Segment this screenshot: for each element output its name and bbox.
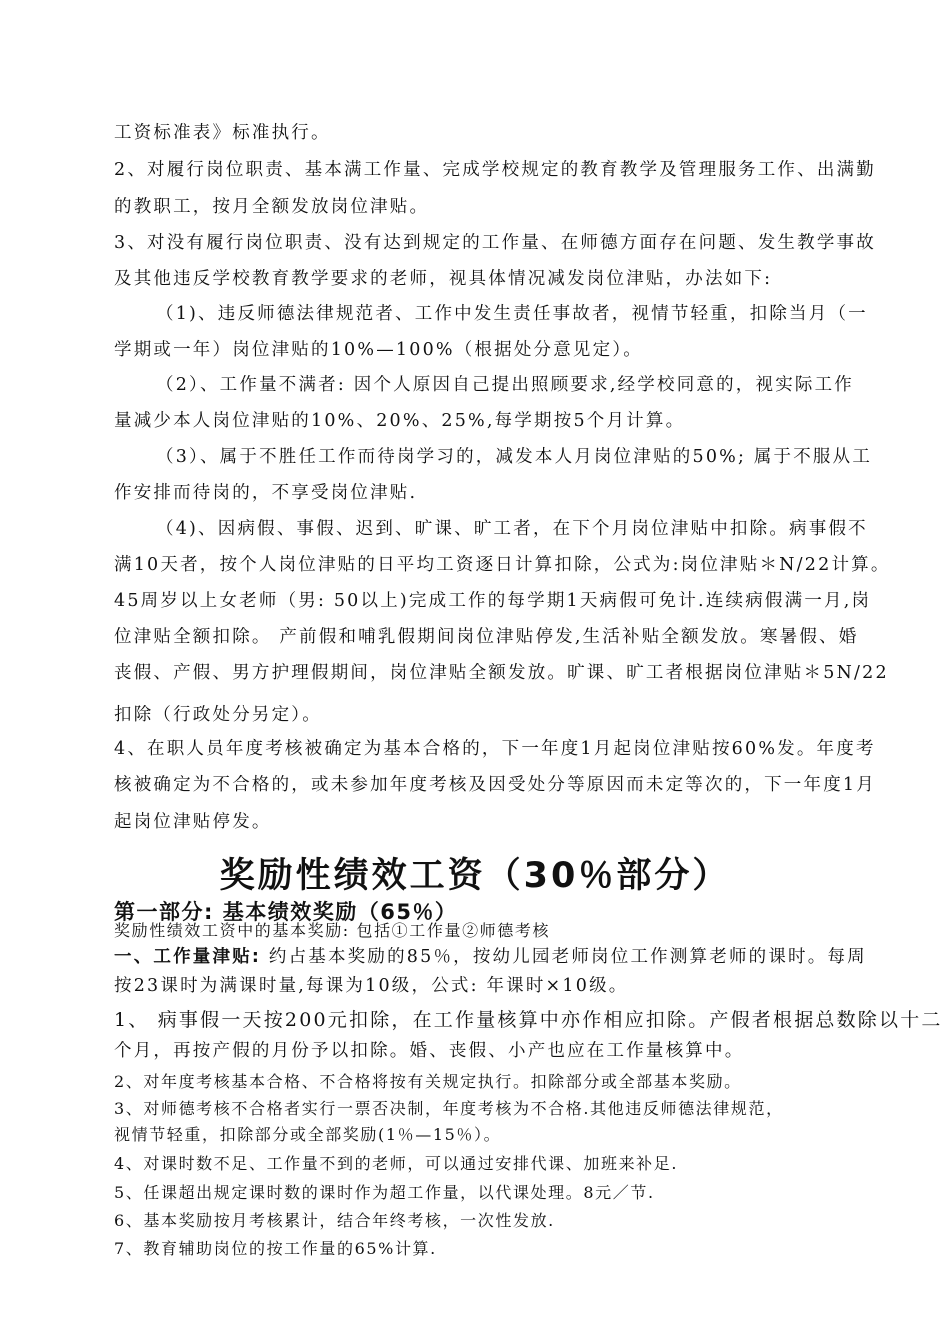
paragraph-line: 4、对课时数不足、工作量不到的老师，可以通过安排代课、加班来补足. [114, 1154, 679, 1173]
paragraph-line: 按23课时为满课时量,每课为10级，公式: 年课时×10级。 [114, 976, 629, 996]
paragraph-line: 3、对没有履行岗位职责、没有达到规定的工作量、在师德方面存在问题、发生教学事故 [114, 233, 876, 253]
paragraph-line: 工资标准表》标准执行。 [114, 123, 331, 143]
paragraph-line: 满10天者，按个人岗位津贴的日平均工资逐日计算扣除，公式为:岗位津贴＊N/22计算。 [114, 555, 891, 575]
paragraph-line: 的教职工，按月全额发放岗位津贴。 [114, 197, 430, 217]
workload-line [114, 945, 867, 969]
intro-line: 奖励性绩效工资中的基本奖励: 包括①工作量②师德考核 [114, 921, 551, 940]
paragraph-line: （3）、属于不胜任工作而待岗学习的，减发本人月岗位津贴的50%; 属于不服从工 [156, 447, 873, 467]
subsection-title: 第一部分: 基本绩效奖励（65％） [114, 900, 458, 924]
paragraph-line: 丧假、产假、男方护理假期间，岗位津贴全额发放。旷课、旷工者根据岗位津贴＊5N/22 [114, 663, 889, 683]
section-title: 奖励性绩效工资（30％部分） [219, 856, 731, 896]
paragraph-line: 7、教育辅助岗位的按工作量的65%计算. [114, 1239, 437, 1258]
paragraph-line: （4)、因病假、事假、迟到、旷课、旷工者，在下个月岗位津贴中扣除。病事假不 [156, 519, 868, 539]
paragraph-line: 4、在职人员年度考核被确定为基本合格的，下一年度1月起岗位津贴按60%发。年度考 [114, 739, 876, 759]
paragraph-line: 2、对年度考核基本合格、不合格将按有关规定执行。扣除部分或全部基本奖励。 [114, 1072, 742, 1091]
workload-text: 约占基本奖励的85％，按幼儿园老师岗位工作测算老师的课时。每周 [261, 947, 867, 967]
workload-label: 一、工作量津贴: [114, 947, 262, 967]
paragraph-line: 位津贴全额扣除。 产前假和哺乳假期间岗位津贴停发,生活补贴全额发放。寒暑假、婚 [114, 627, 859, 647]
paragraph-line: 学期或一年）岗位津贴的10%—100%（根据处分意见定）。 [114, 340, 643, 360]
paragraph-line: 起岗位津贴停发。 [114, 812, 272, 832]
paragraph-line: （2）、工作量不满者: 因个人原因自己提出照顾要求,经学校同意的，视实际工作 [156, 375, 855, 395]
paragraph-line: 及其他违反学校教育教学要求的老师，视具体情况减发岗位津贴，办法如下: [114, 269, 773, 289]
paragraph-line: 5、任课超出规定课时数的课时作为超工作量，以代课处理。8元／节. [114, 1183, 655, 1202]
paragraph-line: 个月，再按产假的月份予以扣除。婚、丧假、小产也应在工作量核算中。 [114, 1041, 745, 1061]
paragraph-line: 扣除（行政处分另定）。 [114, 705, 322, 725]
paragraph-line: 45周岁以上女老师（男: 50以上)完成工作的每学期1天病假可免计.连续病假满一月,岗 [114, 591, 872, 611]
paragraph-line: （1)、违反师德法律规范者、工作中发生责任事故者，视情节轻重，扣除当月（一 [156, 304, 868, 324]
paragraph-line: 视情节轻重，扣除部分或全部奖励(1％—15％）。 [114, 1125, 502, 1144]
paragraph-line: 作安排而待岗的，不享受岗位津贴. [114, 483, 418, 503]
paragraph-line: 1、 病事假一天按200元扣除，在工作量核算中亦作相应扣除。产假者根据总数除以十二 [114, 1009, 943, 1031]
paragraph-line: 量减少本人岗位津贴的10%、20%、25%,每学期按5个月计算。 [114, 411, 686, 431]
paragraph-line: 3、对师德考核不合格者实行一票否决制，年度考核为不合格.其他违反师德法律规范， [114, 1099, 784, 1118]
paragraph-line: 6、基本奖励按月考核累计，结合年终考核，一次性发放. [114, 1211, 555, 1230]
paragraph-line: 2、对履行岗位职责、基本满工作量、完成学校规定的教育教学及管理服务工作、出满勤 [114, 160, 876, 180]
paragraph-line: 核被确定为不合格的，或未参加年度考核及因受处分等原因而未定等次的，下一年度1月 [114, 775, 876, 795]
